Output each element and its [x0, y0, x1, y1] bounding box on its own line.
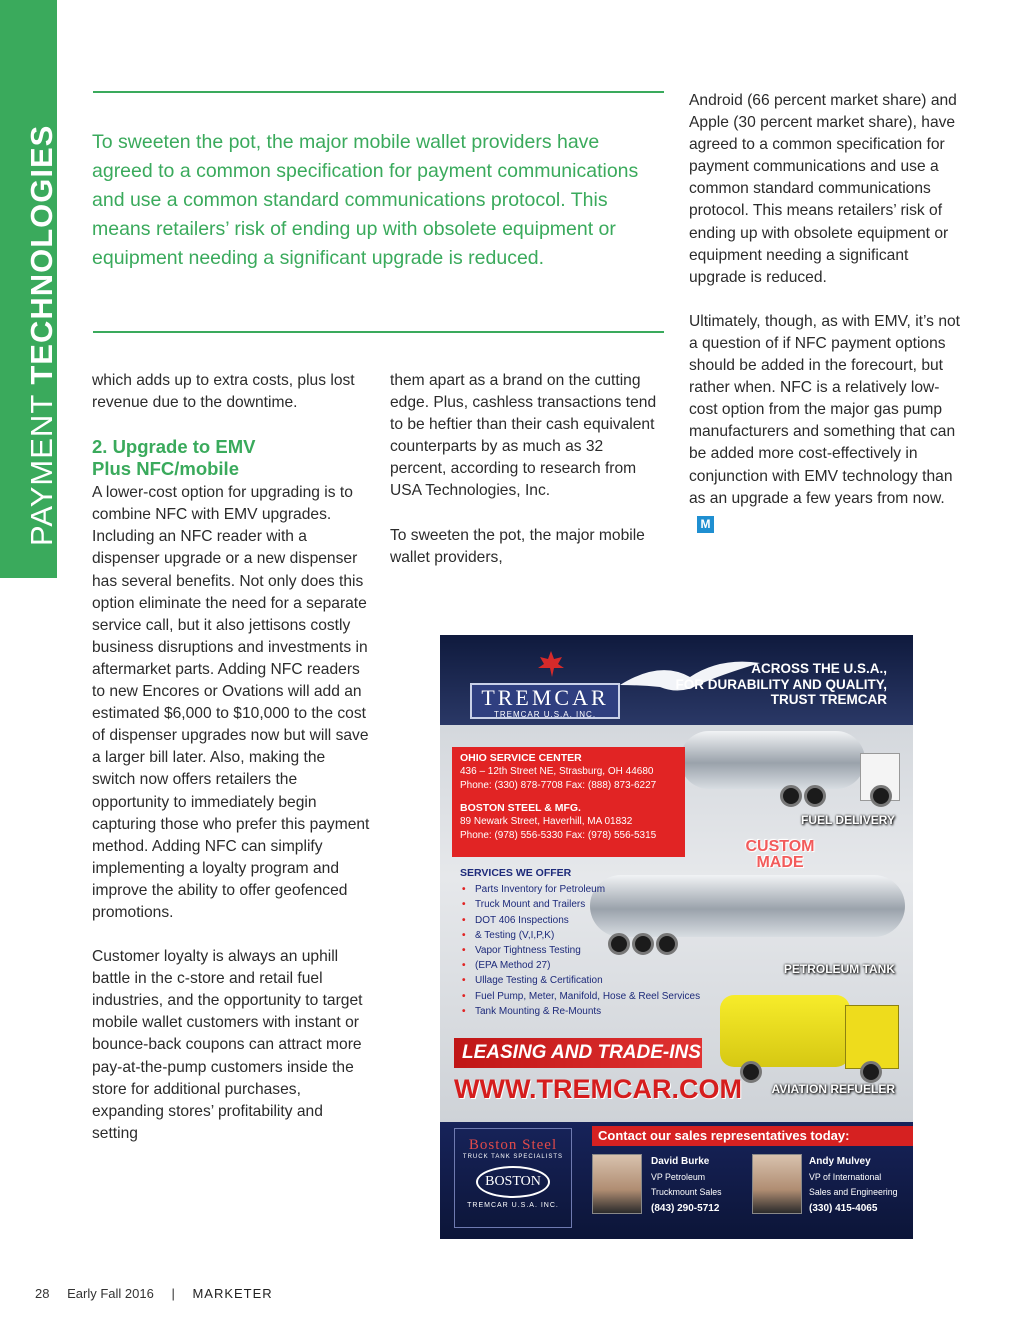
- truck-wheel: [804, 785, 826, 807]
- ohio-title: OHIO SERVICE CENTER: [460, 752, 582, 764]
- service-item: • Ullage Testing & Certification: [460, 973, 720, 988]
- heading-line-1: 2. Upgrade to EMV: [92, 436, 256, 458]
- refueler-wheel: [860, 1061, 882, 1083]
- rep2-role-2: Sales and Engineering: [809, 1187, 898, 1197]
- heading-line-2: Plus NFC/mobile: [92, 458, 239, 480]
- section-label: [24, 124, 59, 546]
- tagline-line-3: TRUST TREMCAR: [770, 692, 887, 707]
- rep1-phone: (843) 290-5712: [651, 1202, 720, 1214]
- ad-header: [440, 635, 913, 725]
- rep1-photo: [592, 1154, 642, 1214]
- page-number: 28: [35, 1286, 50, 1301]
- col1-paragraph-2: A lower-cost option for upgrading is to combine NFC with EMV upgrades. Including an NFC reader with a dispenser upgrade or a new dispenser has several benefits. Not only does this option eliminate the need for a separate service call, but it also jettisons costly business disruptions and investments in aftermarket parts. Adding NFC readers to new Encores or Ovations will add an estimated $6,000 to $10,000 to the cost of dispenser upgrades now but will save a larger bill later. Also, making the switch now offers retailers the opportunity to immediately begin capturing those who prefer this payment method. Adding NFC can simplify implementing a loyalty program and improve the ability to offer geofenced promotions.: [92, 484, 370, 921]
- rep2-photo: [752, 1154, 802, 1214]
- end-mark-icon: M: [697, 516, 714, 533]
- refueler-wheel: [740, 1061, 762, 1083]
- service-item-continued: [460, 928, 720, 943]
- col3-paragraph-1: Android (66 percent market share) and Apple (30 percent market share), have agreed to a common specification for payment communications and use a common standard communications protocol. This means retailers’ risk of ending up with obsolete equipment or equipment needing a significant upgrade is reduced.: [689, 92, 957, 286]
- aviation-refueler-label: AVIATION REFUELER: [771, 1082, 895, 1096]
- service-item: • Vapor Tightness Testing: [460, 943, 720, 958]
- bs-logo-name: Boston Steel: [468, 1137, 558, 1153]
- article-column-2: [390, 370, 660, 569]
- service-item-text: Truck Mount and Trailers: [475, 899, 586, 911]
- services-list: [460, 866, 720, 1019]
- footer-separator: |: [171, 1286, 175, 1301]
- custom-made-badge: [720, 839, 840, 871]
- petroleum-tank-label: PETROLEUM TANK: [783, 962, 895, 976]
- rep1-info: [651, 1154, 722, 1216]
- fuel-delivery-tank: [680, 731, 865, 789]
- ad-tagline: [657, 661, 887, 708]
- col2-paragraph-1: them apart as a brand on the cutting edge. Plus, cashless transactions tend to be heftier than their cash equivalent counterparts by as much as 32 percent, according to research from USA Technologies, Inc.: [390, 372, 657, 500]
- service-item: • Parts Inventory for Petroleum: [460, 882, 720, 897]
- rep2-name: Andy Mulvey: [809, 1156, 871, 1167]
- rep1-role-2: Truckmount Sales: [651, 1187, 722, 1197]
- maple-leaf-icon: [536, 649, 566, 679]
- rep2-role-1: VP of International: [809, 1171, 882, 1182]
- contact-title: Contact our sales representatives today:: [592, 1126, 913, 1146]
- section-label-bold: TECHNOLOGIES: [24, 124, 59, 385]
- leasing-banner: LEASING AND TRADE-INS: [454, 1038, 702, 1068]
- aviation-refueler-tank: [720, 995, 850, 1067]
- article-column-1: [92, 370, 370, 1145]
- col3-paragraph-2-text: Ultimately, though, as with EMV, it’s not a question of if NFC payment options should be added in the forecourt, but rather when. NFC is a relatively low-cost option from the major gas pump manufacturers and something that can be added more cost-effectively in conjunction with EMV technology than as an upgrade a few years from now.: [689, 312, 960, 507]
- rep1-role-1: VP Petroleum: [651, 1171, 706, 1182]
- ohio-phone: Phone: (330) 878-7708 Fax: (888) 873-6227: [460, 780, 657, 791]
- bs-logo-company: TREMCAR U.S.A. INC.: [467, 1202, 559, 1209]
- tagline-line-1: ACROSS THE U.S.A.,: [751, 661, 887, 676]
- pull-quote-top-rule: [93, 91, 664, 93]
- rep2-phone: (330) 415-4065: [809, 1202, 878, 1214]
- service-item-continued: [460, 897, 720, 912]
- service-item-continued: [460, 958, 720, 973]
- custom-line-2: MADE: [756, 854, 804, 871]
- tremcar-logo: [470, 683, 620, 719]
- col2-paragraph-2: To sweeten the pot, the major mobile wallet providers,: [390, 526, 645, 566]
- truck-wheel: [780, 785, 802, 807]
- service-item: • Tank Mounting & Re-Mounts: [460, 1004, 720, 1019]
- rep1-name: David Burke: [651, 1156, 710, 1167]
- pull-quote: To sweeten the pot, the major mobile wallet providers have agreed to a common specification for payment communications and use a common standard communications protocol. This means retailers’ risk of ending up with obsolete equipment or equipment needing a significant upgrade is reduced.: [92, 131, 639, 269]
- col1-paragraph-1: which adds up to extra costs, plus lost revenue due to the downtime.: [92, 372, 355, 412]
- pull-quote-bottom-rule: [93, 331, 664, 333]
- rep2-info: [809, 1154, 898, 1216]
- section-label-light: PAYMENT: [24, 394, 59, 546]
- tremcar-website-link[interactable]: WWW.TREMCAR.COM: [454, 1074, 742, 1104]
- service-item-text: (EPA Method 27): [475, 960, 551, 972]
- tremcar-advertisement: [440, 635, 913, 1239]
- issue-date: Early Fall 2016: [67, 1286, 154, 1301]
- article-column-3: [689, 90, 964, 533]
- section-heading: [92, 436, 370, 480]
- contact-bar: [440, 1122, 913, 1239]
- page-footer: [35, 1286, 287, 1301]
- magazine-brand: MARKETER: [192, 1286, 273, 1301]
- boston-phone: Phone: (978) 556-5330 Fax: (978) 556-5315: [460, 830, 657, 841]
- boston-steel-logo: [454, 1128, 572, 1228]
- service-item: • Fuel Pump, Meter, Manifold, Hose & Reel Services: [460, 989, 720, 1004]
- col3-paragraph-2: [689, 311, 964, 533]
- service-locations-box: [452, 747, 685, 857]
- bs-logo-oval: BOSTON: [476, 1166, 550, 1198]
- boston-address: 89 Newark Street, Haverhill, MA 01832: [460, 816, 633, 827]
- service-item: • DOT 406 Inspections: [460, 913, 720, 928]
- tremcar-logo-text: TREMCAR: [481, 685, 609, 710]
- fuel-delivery-label: FUEL DELIVERY: [800, 813, 895, 827]
- aviation-refueler-cab: [845, 1005, 899, 1069]
- tremcar-logo-sub: TREMCAR U.S.A. INC.: [493, 710, 597, 719]
- bs-logo-tagline: TRUCK TANK SPECIALISTS: [462, 1154, 564, 1160]
- custom-line-1: CUSTOM: [745, 838, 815, 855]
- ohio-address: 436 – 12th Street NE, Strasburg, OH 44680: [460, 766, 654, 777]
- col1-paragraph-3: Customer loyalty is always an uphill battle in the c-store and retail fuel industries, and the opportunity to target mobile wallet customers with instant or bounce-back coupons can attract more pay-at-the-pump customers inside the store for additional purchases, expanding stores’ profitability and setting: [92, 948, 363, 1142]
- tagline-line-2: FOR DURABILITY AND QUALITY,: [675, 676, 887, 692]
- truck-wheel: [870, 785, 892, 807]
- boston-title: BOSTON STEEL & MFG.: [460, 802, 581, 814]
- services-title: SERVICES WE OFFER: [460, 867, 572, 879]
- service-item-text: & Testing (V,I,P,K): [475, 929, 555, 941]
